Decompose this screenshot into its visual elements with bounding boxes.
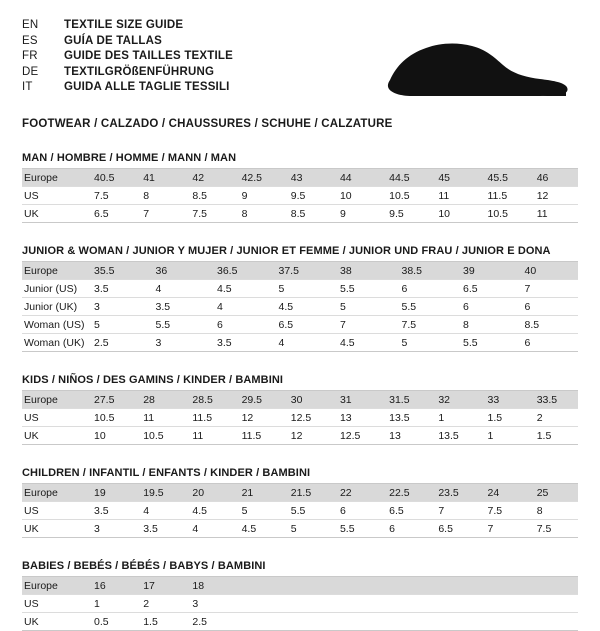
- size-cell: 37.5: [271, 262, 333, 280]
- size-cell: 28: [135, 391, 184, 409]
- row-label: US: [22, 502, 86, 520]
- language-code: EN: [22, 19, 39, 31]
- size-cell: 13: [381, 427, 430, 445]
- size-cell: 7.5: [529, 520, 578, 538]
- size-cell: 6.5: [430, 520, 479, 538]
- size-cell: 44.5: [381, 169, 430, 187]
- size-cell: 3: [148, 334, 210, 352]
- size-cell: 2: [529, 409, 578, 427]
- row-label: UK: [22, 205, 86, 223]
- size-cell: 9.5: [283, 187, 332, 205]
- language-row: [22, 65, 233, 81]
- language-title: GUÍA DE TALLAS: [64, 34, 162, 47]
- size-cell: 10.5: [135, 427, 184, 445]
- language-row: [22, 18, 233, 34]
- size-cell: 22: [332, 484, 381, 502]
- size-cell: 7.5: [184, 205, 233, 223]
- size-cell: 38.5: [394, 262, 456, 280]
- size-cell: 10.5: [381, 187, 430, 205]
- size-cell: 31.5: [381, 391, 430, 409]
- row-label: Junior (US): [22, 280, 86, 298]
- size-cell: 6: [517, 334, 579, 352]
- size-table: [22, 577, 578, 631]
- table-row: [22, 409, 578, 427]
- size-cell: [529, 595, 578, 613]
- size-cell: 3: [86, 520, 135, 538]
- size-cell: 43: [283, 169, 332, 187]
- size-cell: 20: [184, 484, 233, 502]
- size-cell: 45: [430, 169, 479, 187]
- size-cell: 3.5: [86, 280, 148, 298]
- document-header: [22, 18, 578, 104]
- section-title: KIDS / NIÑOS / DES GAMINS / KINDER / BAMBINI: [22, 374, 578, 391]
- size-cell: 10: [332, 187, 381, 205]
- size-cell: 8: [135, 187, 184, 205]
- size-cell: 11.5: [234, 427, 283, 445]
- size-cell: [480, 595, 529, 613]
- row-label: Europe: [22, 577, 86, 595]
- size-cell: 33.5: [529, 391, 578, 409]
- size-cell: 4: [148, 280, 210, 298]
- size-cell: 3.5: [148, 298, 210, 316]
- size-cell: 3.5: [209, 334, 271, 352]
- size-cell: 6: [209, 316, 271, 334]
- row-label: US: [22, 595, 86, 613]
- size-cell: 7.5: [394, 316, 456, 334]
- size-cell: 5: [271, 280, 333, 298]
- table-row: [22, 169, 578, 187]
- row-label: Europe: [22, 169, 86, 187]
- size-cell: 6.5: [455, 280, 517, 298]
- table-row: [22, 334, 578, 352]
- size-cell: 40.5: [86, 169, 135, 187]
- size-tables-container: [22, 152, 578, 631]
- language-code: ES: [22, 34, 38, 47]
- size-cell: 36.5: [209, 262, 271, 280]
- size-cell: 5.5: [332, 280, 394, 298]
- size-cell: 12: [529, 187, 578, 205]
- size-cell: 6: [517, 298, 579, 316]
- size-cell: 6: [381, 520, 430, 538]
- size-cell: 24: [480, 484, 529, 502]
- size-cell: 44: [332, 169, 381, 187]
- size-cell: 7.5: [480, 502, 529, 520]
- size-cell: 8.5: [184, 187, 233, 205]
- size-cell: 5.5: [148, 316, 210, 334]
- size-cell: 4: [135, 502, 184, 520]
- size-cell: 5.5: [332, 520, 381, 538]
- row-label: UK: [22, 520, 86, 538]
- size-section: [22, 467, 578, 538]
- size-cell: [430, 613, 479, 631]
- size-cell: 1.5: [135, 613, 184, 631]
- language-title: GUIDE DES TAILLES TEXTILE: [64, 50, 233, 63]
- size-section: [22, 245, 578, 352]
- size-cell: 19: [86, 484, 135, 502]
- size-cell: 42: [184, 169, 233, 187]
- table-row: [22, 577, 578, 595]
- size-cell: [283, 577, 332, 595]
- language-row: [22, 34, 233, 50]
- row-label: US: [22, 409, 86, 427]
- size-cell: 8: [234, 205, 283, 223]
- size-cell: 19.5: [135, 484, 184, 502]
- size-cell: 7: [332, 316, 394, 334]
- size-cell: [381, 577, 430, 595]
- size-cell: [332, 595, 381, 613]
- size-cell: 3.5: [86, 502, 135, 520]
- size-cell: 2.5: [184, 613, 233, 631]
- language-title: GUIDA ALLE TAGLIE TESSILI: [64, 81, 230, 94]
- size-cell: 9.5: [381, 205, 430, 223]
- size-cell: [332, 577, 381, 595]
- size-cell: 40: [517, 262, 579, 280]
- size-cell: 8.5: [517, 316, 579, 334]
- footwear-category-line: FOOTWEAR / CALZADO / CHAUSSURES / SCHUHE / CALZATURE: [22, 118, 393, 130]
- table-row: [22, 205, 578, 223]
- size-cell: [480, 613, 529, 631]
- size-cell: 28.5: [184, 391, 233, 409]
- size-cell: 4.5: [271, 298, 333, 316]
- size-cell: 0.5: [86, 613, 135, 631]
- size-cell: 7: [517, 280, 579, 298]
- size-cell: 6.5: [381, 502, 430, 520]
- size-cell: 42.5: [234, 169, 283, 187]
- size-section: [22, 560, 578, 631]
- section-title: CHILDREN / INFANTIL / ENFANTS / KINDER / BAMBINI: [22, 467, 578, 484]
- size-cell: 45.5: [480, 169, 529, 187]
- size-cell: 10.5: [86, 409, 135, 427]
- row-label: Europe: [22, 484, 86, 502]
- size-cell: 8.5: [283, 205, 332, 223]
- size-cell: 33: [480, 391, 529, 409]
- section-title: MAN / HOMBRE / HOMME / MANN / MAN: [22, 152, 578, 169]
- size-cell: [381, 613, 430, 631]
- size-cell: [480, 577, 529, 595]
- size-cell: 12.5: [283, 409, 332, 427]
- size-table: [22, 391, 578, 445]
- size-cell: [430, 595, 479, 613]
- size-cell: 36: [148, 262, 210, 280]
- size-cell: 11: [529, 205, 578, 223]
- row-label: UK: [22, 427, 86, 445]
- size-cell: 11: [135, 409, 184, 427]
- size-cell: 16: [86, 577, 135, 595]
- size-cell: 5.5: [283, 502, 332, 520]
- size-cell: 2.5: [86, 334, 148, 352]
- table-row: [22, 427, 578, 445]
- language-title: TEXTILE SIZE GUIDE: [64, 19, 184, 31]
- size-cell: [381, 595, 430, 613]
- size-table: [22, 169, 578, 223]
- size-cell: [234, 595, 283, 613]
- size-cell: [332, 613, 381, 631]
- language-row: [22, 49, 233, 65]
- section-title: JUNIOR & WOMAN / JUNIOR Y MUJER / JUNIOR ET FEMME / JUNIOR UND FRAU / JUNIOR E DONA: [22, 245, 578, 262]
- section-title: BABIES / BEBÉS / BÉBÉS / BABYS / BAMBINI: [22, 560, 578, 577]
- size-cell: 3: [86, 298, 148, 316]
- size-cell: 5: [394, 334, 456, 352]
- size-cell: 7.5: [86, 187, 135, 205]
- size-cell: 10.5: [480, 205, 529, 223]
- size-cell: 13.5: [381, 409, 430, 427]
- size-cell: 1: [86, 595, 135, 613]
- size-cell: 4.5: [209, 280, 271, 298]
- size-cell: 30: [283, 391, 332, 409]
- size-cell: 4: [209, 298, 271, 316]
- size-cell: 3.5: [135, 520, 184, 538]
- size-cell: 10: [430, 205, 479, 223]
- size-cell: 17: [135, 577, 184, 595]
- size-cell: 27.5: [86, 391, 135, 409]
- size-cell: [283, 595, 332, 613]
- size-cell: 12.5: [332, 427, 381, 445]
- size-cell: 12: [234, 409, 283, 427]
- row-label: Europe: [22, 391, 86, 409]
- table-row: [22, 187, 578, 205]
- row-label: Woman (UK): [22, 334, 86, 352]
- size-cell: 1: [430, 409, 479, 427]
- size-cell: 35.5: [86, 262, 148, 280]
- size-table: [22, 484, 578, 538]
- size-section: [22, 374, 578, 445]
- size-cell: 6: [455, 298, 517, 316]
- row-label: UK: [22, 613, 86, 631]
- language-row: [22, 80, 233, 96]
- size-cell: 21: [234, 484, 283, 502]
- size-cell: 7: [135, 205, 184, 223]
- row-label: Junior (UK): [22, 298, 86, 316]
- table-row: [22, 391, 578, 409]
- size-cell: 4: [184, 520, 233, 538]
- table-row: [22, 298, 578, 316]
- size-cell: [430, 577, 479, 595]
- size-cell: 23.5: [430, 484, 479, 502]
- size-cell: 5: [283, 520, 332, 538]
- table-row: [22, 262, 578, 280]
- size-cell: [234, 613, 283, 631]
- size-cell: 5.5: [394, 298, 456, 316]
- size-table: [22, 262, 578, 352]
- language-title-list: [22, 18, 233, 96]
- size-cell: 1.5: [529, 427, 578, 445]
- size-cell: 6: [394, 280, 456, 298]
- size-cell: 46: [529, 169, 578, 187]
- size-cell: [529, 577, 578, 595]
- size-cell: 13.5: [430, 427, 479, 445]
- size-cell: 11.5: [480, 187, 529, 205]
- size-cell: 39: [455, 262, 517, 280]
- size-cell: 5: [86, 316, 148, 334]
- size-cell: 1.5: [480, 409, 529, 427]
- size-cell: 6.5: [86, 205, 135, 223]
- size-cell: 7: [480, 520, 529, 538]
- size-cell: 9: [234, 187, 283, 205]
- size-cell: 3: [184, 595, 233, 613]
- size-cell: 11: [430, 187, 479, 205]
- size-cell: 38: [332, 262, 394, 280]
- size-cell: 25: [529, 484, 578, 502]
- row-label: Europe: [22, 262, 86, 280]
- size-cell: 32: [430, 391, 479, 409]
- dress-shoe-icon: [382, 36, 572, 100]
- size-cell: 18: [184, 577, 233, 595]
- table-row: [22, 595, 578, 613]
- size-cell: 12: [283, 427, 332, 445]
- size-cell: 11: [184, 427, 233, 445]
- language-code: FR: [22, 50, 38, 63]
- size-cell: 4.5: [332, 334, 394, 352]
- language-code: DE: [22, 65, 39, 78]
- language-title: TEXTILGRÖßENFÜHRUNG: [64, 65, 215, 78]
- size-cell: 4.5: [234, 520, 283, 538]
- size-cell: 8: [529, 502, 578, 520]
- table-row: [22, 316, 578, 334]
- table-row: [22, 613, 578, 631]
- size-cell: 21.5: [283, 484, 332, 502]
- size-cell: 13: [332, 409, 381, 427]
- size-section: [22, 152, 578, 223]
- size-cell: 9: [332, 205, 381, 223]
- size-cell: 6: [332, 502, 381, 520]
- size-cell: 2: [135, 595, 184, 613]
- table-row: [22, 280, 578, 298]
- size-cell: 6.5: [271, 316, 333, 334]
- table-row: [22, 484, 578, 502]
- size-cell: [283, 613, 332, 631]
- row-label: Woman (US): [22, 316, 86, 334]
- table-row: [22, 502, 578, 520]
- size-cell: 7: [430, 502, 479, 520]
- table-row: [22, 520, 578, 538]
- size-cell: 29.5: [234, 391, 283, 409]
- size-cell: 4: [271, 334, 333, 352]
- row-label: US: [22, 187, 86, 205]
- size-cell: 31: [332, 391, 381, 409]
- size-cell: 10: [86, 427, 135, 445]
- size-cell: 8: [455, 316, 517, 334]
- size-cell: [234, 577, 283, 595]
- size-cell: 5.5: [455, 334, 517, 352]
- size-cell: 1: [480, 427, 529, 445]
- size-cell: 4.5: [184, 502, 233, 520]
- size-cell: 5: [332, 298, 394, 316]
- size-cell: [529, 613, 578, 631]
- size-cell: 22.5: [381, 484, 430, 502]
- size-cell: 5: [234, 502, 283, 520]
- size-cell: 41: [135, 169, 184, 187]
- language-code: IT: [22, 81, 33, 94]
- size-cell: 11.5: [184, 409, 233, 427]
